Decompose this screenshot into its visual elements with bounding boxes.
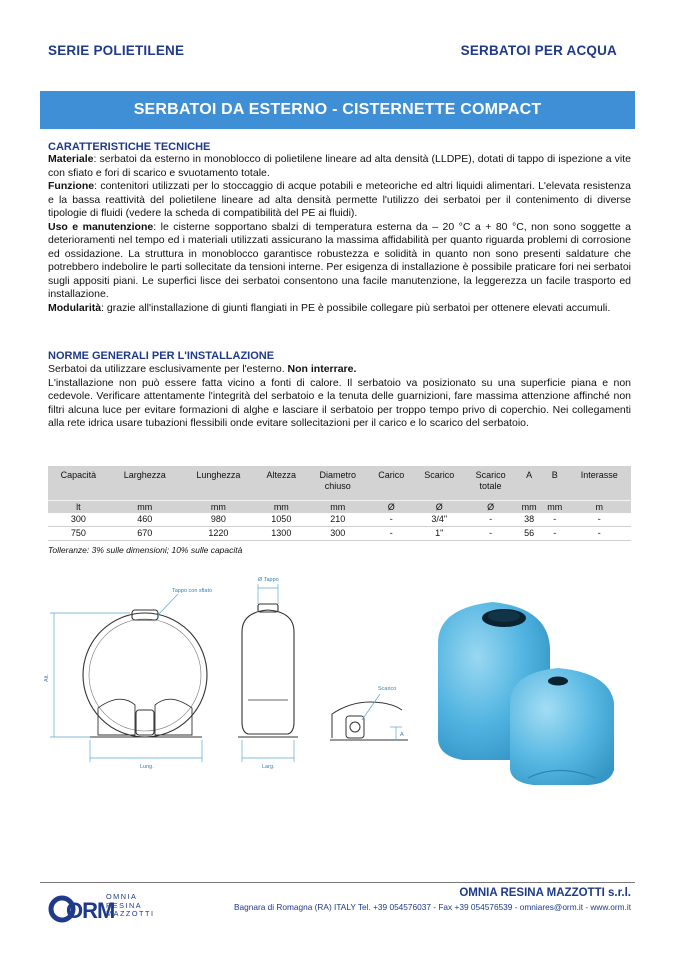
orm-logo (48, 890, 115, 924)
table-cell: 1300 (256, 527, 307, 541)
table-row (48, 527, 631, 541)
a-dimension-label: A (400, 732, 404, 738)
materiale-label: Materiale (48, 153, 94, 165)
company-name: OMNIA RESINA MAZZOTTI s.r.l. (459, 887, 631, 899)
outlet-body (332, 702, 402, 738)
table-header-cell (568, 466, 631, 501)
table-header-text: B (551, 470, 558, 480)
table-header-text: chiuso (324, 481, 351, 491)
funzione-label: Funzione (48, 180, 95, 192)
table-header-cell (307, 466, 369, 501)
table-cell: - (542, 513, 568, 527)
table-header-text: Scarico (475, 470, 506, 480)
table-cell: 750 (48, 527, 109, 541)
logo-text: ORM (66, 898, 115, 923)
funzione-paragraph (48, 180, 631, 221)
table-cell: - (465, 513, 516, 527)
table-header-text: Altezza (266, 470, 297, 480)
table-cell: 3/4" (414, 513, 465, 527)
uso-paragraph (48, 221, 631, 302)
front-cap (132, 610, 158, 620)
table-cell: - (465, 527, 516, 541)
uso-text: : le cisterne sopportano sbalzi di temperatura esterna da – 20 °C a + 80 °C, non sono soggette a deterioramenti nel tempo ed i materiali utilizzati assicurano la massima affidabilità per quanto riguarda problemi di corrosione ed ossidazione. La struttura in monoblocco garantisce robustezza e solidità in quanto non sono presenti saldature che potrebbero indebolire le parti sollecitate da tensioni interne. Per esigenza di installazione è possibile praticare fori nei serbatoi sugli appositi piani. Le superfici lisce dei serbatoi consentono una facile manutenzione, la leggerezza un facile trasporto ed installazione. (48, 220, 631, 300)
table-header-row (48, 466, 631, 501)
table-cell: 460 (109, 513, 181, 527)
uso-label: Uso e manutenzione (48, 220, 154, 233)
logo-line-2: RESINA (106, 900, 143, 910)
table-cell: 670 (109, 527, 181, 541)
category-header: SERBATOI PER ACQUA (460, 43, 617, 58)
table-cell: 300 (307, 527, 369, 541)
table-header-cell (181, 466, 256, 501)
alt-label: Alt. (44, 674, 50, 682)
diam-tappo-label: Ø Tappo (258, 577, 279, 583)
table-cell: 1" (414, 527, 465, 541)
logo-line-1: OMNIA (106, 892, 138, 901)
product-photo (418, 588, 633, 788)
table-header-text: totale (479, 481, 502, 491)
table-header-cell (465, 466, 516, 501)
table-cell: - (568, 513, 631, 527)
company-contact: Bagnara di Romagna (RA) ITALY Tel. +39 054576037 - Fax +39 054576539 - omniares@orm.it - www.orm.it (233, 902, 631, 912)
table-header-text: Lunghezza (196, 470, 241, 480)
larg-label: Larg. (262, 764, 275, 770)
table-unit-cell: Ø (414, 501, 465, 514)
table-header-cell (414, 466, 465, 501)
table-cell: 980 (181, 513, 256, 527)
table-cell: - (568, 527, 631, 541)
logo-wordmark (106, 893, 154, 919)
table-units-row (48, 501, 631, 514)
table-cell: 38 (516, 513, 542, 527)
norme-line1-bold: Non interrare. (287, 363, 357, 375)
table-unit-cell: mm (307, 501, 369, 514)
table-header-cell (542, 466, 568, 501)
table-unit-cell: m (568, 501, 631, 514)
side-view-drawing (228, 572, 308, 777)
tappo-label: Tappo con sfiato (172, 588, 213, 594)
table-cell: - (542, 527, 568, 541)
table-header-text: Scarico (424, 470, 455, 480)
table-header-cell (48, 466, 109, 501)
tolerance-note: Tolleranze: 3% sulle dimensioni; 10% sulle capacità (48, 545, 243, 555)
table-unit-cell: lt (48, 501, 109, 514)
tech-section-body (48, 153, 631, 315)
table-header-cell (516, 466, 542, 501)
table-header-cell (109, 466, 181, 501)
materiale-text: : serbatoi da esterno in monoblocco di polietilene lineare ad alta densità (LLDPE), dotati di tappo di ispezione a vite con sfiato e fori di scarico e svuotamento totale. (48, 153, 631, 179)
table-header-text: Diametro (319, 470, 357, 480)
table-header-cell (369, 466, 414, 501)
table-unit-cell: Ø (369, 501, 414, 514)
scarico-label: Scarico (378, 686, 397, 692)
table-cell: 1220 (181, 527, 256, 541)
footer-divider (40, 882, 635, 883)
table-header-text: Carico (378, 470, 405, 480)
table-cell: - (369, 513, 414, 527)
table-cell: 1050 (256, 513, 307, 527)
table-unit-cell: mm (516, 501, 542, 514)
series-header: SERIE POLIETILENE (48, 43, 185, 58)
table-cell: 210 (307, 513, 369, 527)
funzione-text: : contenitori utilizzati per lo stoccaggio di acque potabili e meteoriche ed altri liquidi alimentari. L'elevata resistenza e la bassa reattività del polietilene lineare ad alta densità permette l'utilizzo dei serbatoi per il contenimento di diverse tipologie di fluidi (vedere la scheda di compatibilità del PE ai fluidi). (48, 180, 631, 219)
page-title-banner: SERBATOI DA ESTERNO - CISTERNETTE COMPACT (40, 91, 635, 129)
front-tank-outline (83, 613, 207, 737)
front-view-drawing (40, 580, 220, 775)
norme-first-line (48, 363, 631, 377)
table-header-text: A (526, 470, 533, 480)
table-header-cell (256, 466, 307, 501)
table-cell: - (369, 527, 414, 541)
norme-section-title: NORME GENERALI PER L'INSTALLAZIONE (48, 350, 275, 362)
outlet-detail-drawing (330, 680, 410, 752)
table-header-text: Larghezza (123, 470, 166, 480)
side-tank-outline (242, 610, 294, 734)
norme-text: L'installazione non può essere fatta vicino a fonti di calore. Il serbatoio va posizionato su una superficie piana e non cedevole. Verificare attentamente l'integrità del serbatoio e la tenuta delle guarnizioni, fare massima attenzione affinché non filtri alcuna luce per evitare formazioni di alghe e lasciare il serbatoio per troppo tempo privo di coperchio. Nei collegamenti alla rete idrica usare tubazioni flessibili onde evitare sollecitazioni per il carico e lo scarico del serbatoio. (48, 376, 631, 429)
table-unit-cell: Ø (465, 501, 516, 514)
norme-line1: Serbatoi da utilizzare esclusivamente per l'esterno. (48, 363, 288, 375)
norme-section-body (48, 363, 631, 431)
materiale-paragraph (48, 153, 631, 180)
small-tank-image (510, 668, 614, 785)
lung-label: Lung. (140, 764, 154, 770)
table-header-text: Interasse (580, 470, 618, 480)
table-unit-cell: mm (109, 501, 181, 514)
modularita-label: Modularità (48, 301, 102, 314)
table-unit-cell: mm (181, 501, 256, 514)
table-unit-cell: mm (256, 501, 307, 514)
table-header-text: Capacità (60, 470, 97, 480)
table-cell: 300 (48, 513, 109, 527)
table-cell: 56 (516, 527, 542, 541)
spec-table (48, 466, 631, 541)
tech-section-title: CARATTERISTICHE TECNICHE (48, 141, 211, 153)
modularita-text: : grazie all'installazione di giunti flangiati in PE è possibile collegare più serbatoi per ottenere elevati accumuli. (101, 301, 611, 314)
modularita-paragraph (48, 302, 631, 316)
table-unit-cell: mm (542, 501, 568, 514)
table-row (48, 513, 631, 527)
logo-line-3: MAZZOTTI (106, 909, 155, 918)
